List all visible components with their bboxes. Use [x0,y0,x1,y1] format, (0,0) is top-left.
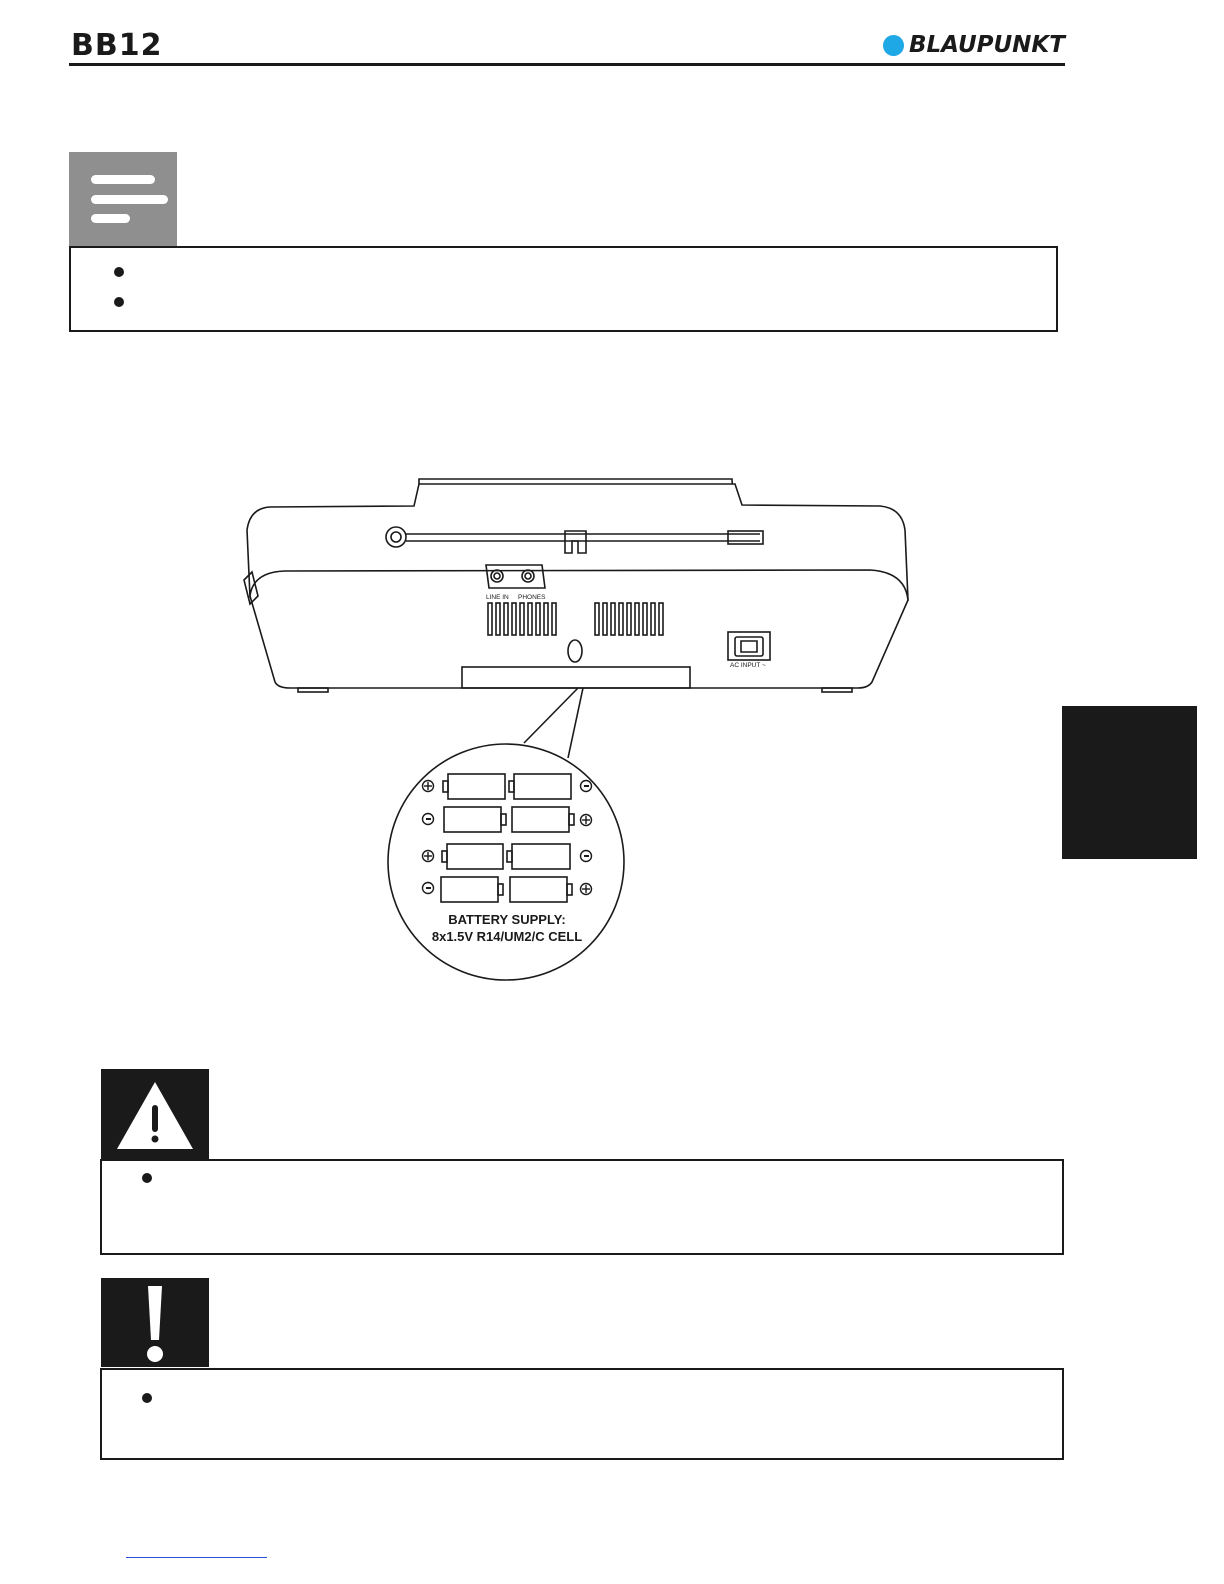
footer-link-underline[interactable] [126,1557,267,1558]
warning-bullet [142,1173,152,1183]
line-in-label: LINE IN [486,594,509,601]
brand-name: BLAUPUNKT [909,32,1065,58]
battery-supply-title: BATTERY SUPPLY: [448,912,566,927]
warning-triangle-icon [101,1069,209,1159]
phones-label: PHONES [518,594,546,601]
ac-input-label: AC INPUT ~ [730,662,766,669]
caution-box [100,1368,1064,1460]
warning-box [100,1159,1064,1255]
caution-bullet [142,1393,152,1403]
section-side-tab [1062,706,1197,859]
battery-spec: 8x1.5V R14/UM2/C CELL [431,929,583,944]
exclamation-icon [101,1278,209,1367]
page-model-title: BB12 [71,28,163,63]
